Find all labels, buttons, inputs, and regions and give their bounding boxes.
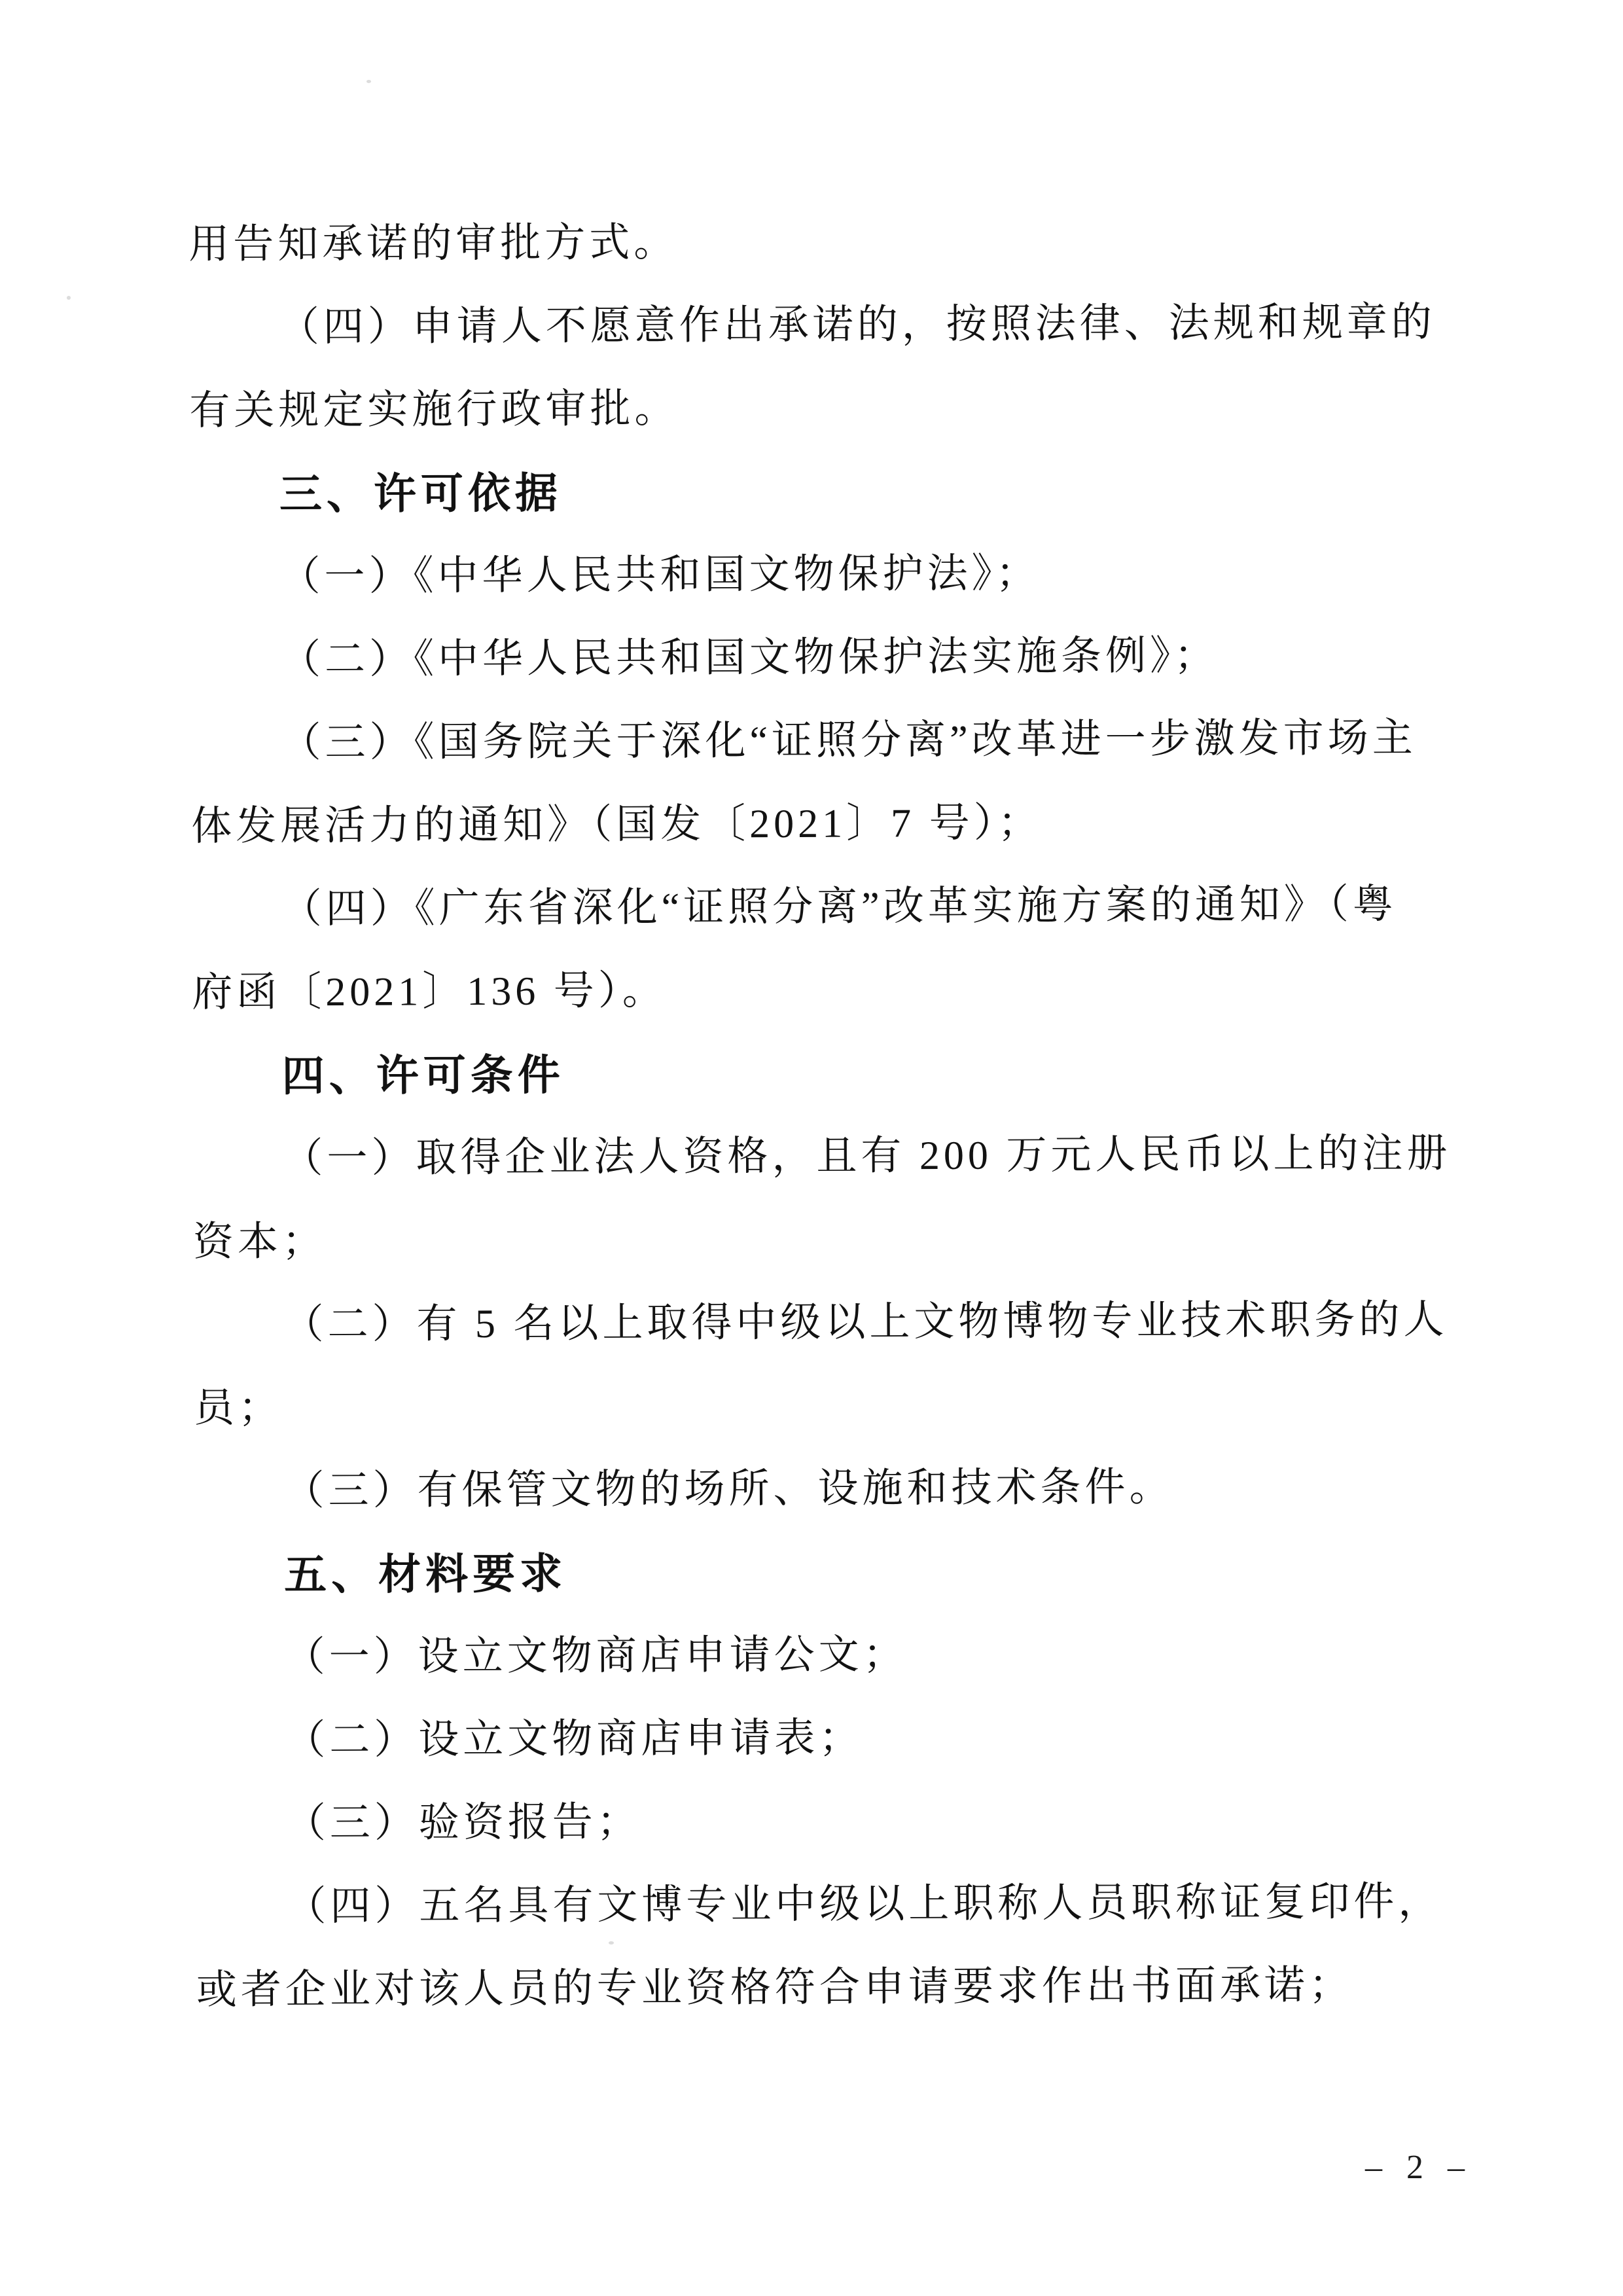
paragraph-line: （一）《中华人民共和国文物保护法》； — [279, 551, 1041, 600]
paragraph-line: 体发展活力的通知》（国发〔2021〕7 号）； — [191, 800, 1043, 849]
paragraph-line: 有关规定实施行政审批。 — [189, 386, 679, 433]
paragraph-line: （二）《中华人民共和国文物保护法实施条例》； — [279, 634, 1219, 683]
paragraph-line: 资本； — [192, 1219, 327, 1265]
page-number: – 2 – — [1365, 2149, 1472, 2186]
paragraph-line: （二）有 5 名以上取得中级以上文物博物专业技术职务的人 — [283, 1297, 1448, 1348]
paragraph-line: （三）《国务院关于深化“证照分离”改革进一步激发市场主 — [280, 715, 1417, 766]
paragraph-line: 员； — [193, 1386, 283, 1431]
document-body — [188, 198, 1459, 2032]
paragraph-line: 或者企业对该人员的专业资格符合申请要求作出书面承诺； — [196, 1963, 1354, 2013]
scan-speck — [67, 296, 71, 300]
paragraph-line: 府函〔2021〕136 号）。 — [192, 968, 667, 1015]
paragraph-line: 用告知承诺的审批方式。 — [188, 220, 679, 267]
paragraph-line: （四）五名具有文博专业中级以上职称人员职称证复印件， — [285, 1879, 1443, 1929]
section-heading: 四、许可条件 — [281, 1050, 565, 1100]
paragraph-line: （四）申请人不愿意作出承诺的，按照法律、法规和规章的 — [278, 300, 1436, 350]
scan-speck — [366, 80, 371, 83]
section-heading: 三、许可依据 — [279, 469, 563, 518]
paragraph-line: （四）《广东省深化“证照分离”改革实施方案的通知》（粤 — [281, 882, 1397, 932]
paragraph-line: （二）设立文物商店申请表； — [285, 1715, 864, 1763]
paragraph-line: （三）验资报告； — [285, 1800, 641, 1846]
paragraph-line: （一）取得企业法人资格，且有 200 万元人民币以上的注册 — [282, 1131, 1452, 1181]
paragraph-line: （三）有保管文物的场所、设施和技术条件。 — [283, 1465, 1174, 1514]
section-heading: 五、材料要求 — [283, 1549, 567, 1599]
scan-speck — [609, 1941, 614, 1945]
paragraph-line: （一）设立文物商店申请公文； — [284, 1632, 908, 1680]
